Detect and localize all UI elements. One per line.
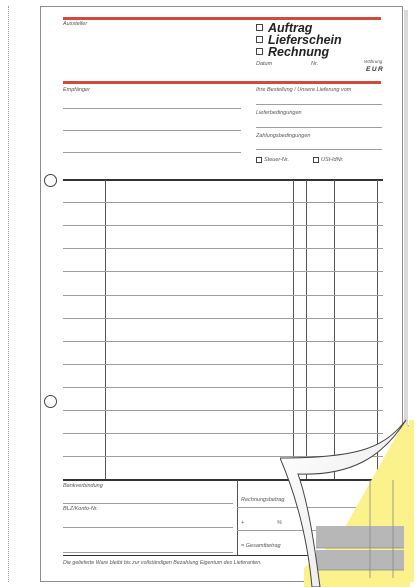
percent-sign: % — [277, 520, 282, 526]
vat-id-label: USt-IdNr. — [321, 157, 344, 163]
bank-account-label: BLZ/Konto-Nr. — [63, 506, 98, 512]
checkbox-tax-no[interactable] — [256, 157, 262, 163]
table-top-border — [63, 179, 383, 181]
order-label: Ihre Bestellung / Unsere Lieferung vom — [256, 87, 352, 93]
bank-label: Bankverbindung — [63, 483, 103, 489]
table-row-line — [63, 318, 383, 319]
total-label: = Gesamtbetrag — [241, 543, 281, 549]
bank-line-3 — [63, 552, 233, 553]
recipient-line-2 — [63, 130, 241, 131]
header-red-rule-top — [63, 17, 381, 20]
table-row-line — [63, 364, 383, 365]
page-curl-corner — [280, 418, 416, 587]
currency-value: EUR — [366, 66, 385, 73]
recipient-line-3 — [63, 152, 241, 153]
table-row-line — [63, 225, 383, 226]
header-red-rule-bottom — [63, 81, 381, 84]
table-row-line — [63, 387, 383, 388]
perforation-line — [8, 6, 9, 582]
checkbox-auftrag[interactable] — [256, 24, 263, 31]
footer-note: Die gelieferte Ware bleibt bis zur vollständigen Bezahlung Eigentum des Lieferanten. — [63, 560, 262, 566]
currency-label: Währung — [364, 59, 383, 64]
bank-line-2 — [63, 527, 233, 528]
checkbox-vat-id[interactable] — [313, 157, 319, 163]
table-row-line — [63, 295, 383, 296]
doc-type-auftrag: Auftrag — [268, 21, 313, 35]
table-row-line — [63, 248, 383, 249]
doc-type-rechnung: Rechnung — [268, 45, 330, 59]
order-line — [256, 104, 382, 105]
tax-no-label: Steuer-Nr. — [264, 157, 290, 163]
checkbox-rechnung[interactable] — [256, 48, 263, 55]
payment-terms-label: Zahlungsbedingungen — [256, 133, 311, 139]
table-row-line — [63, 202, 383, 203]
recipient-line-1 — [63, 108, 241, 109]
plus-sign: + — [241, 520, 245, 526]
punch-hole-top — [44, 174, 57, 187]
table-row-line — [63, 410, 383, 411]
doc-type-lieferschein: Lieferschein — [268, 33, 342, 47]
table-row-line — [63, 341, 383, 342]
punch-hole-bottom — [44, 395, 57, 408]
payment-terms-line — [256, 149, 382, 150]
number-label: Nr. — [311, 61, 319, 67]
issuer-label: Aussteller — [63, 21, 88, 27]
recipient-label: Empfänger — [63, 87, 90, 93]
delivery-terms-label: Lieferbedingungen — [256, 110, 302, 116]
invoice-amount-label: Rechnungsbetrag — [241, 497, 285, 503]
table-row-line — [63, 271, 383, 272]
date-label: Datum — [256, 61, 273, 67]
checkbox-lieferschein[interactable] — [256, 36, 263, 43]
delivery-terms-line — [256, 127, 382, 128]
totals-divider — [237, 480, 238, 555]
bank-line-1 — [63, 503, 233, 504]
